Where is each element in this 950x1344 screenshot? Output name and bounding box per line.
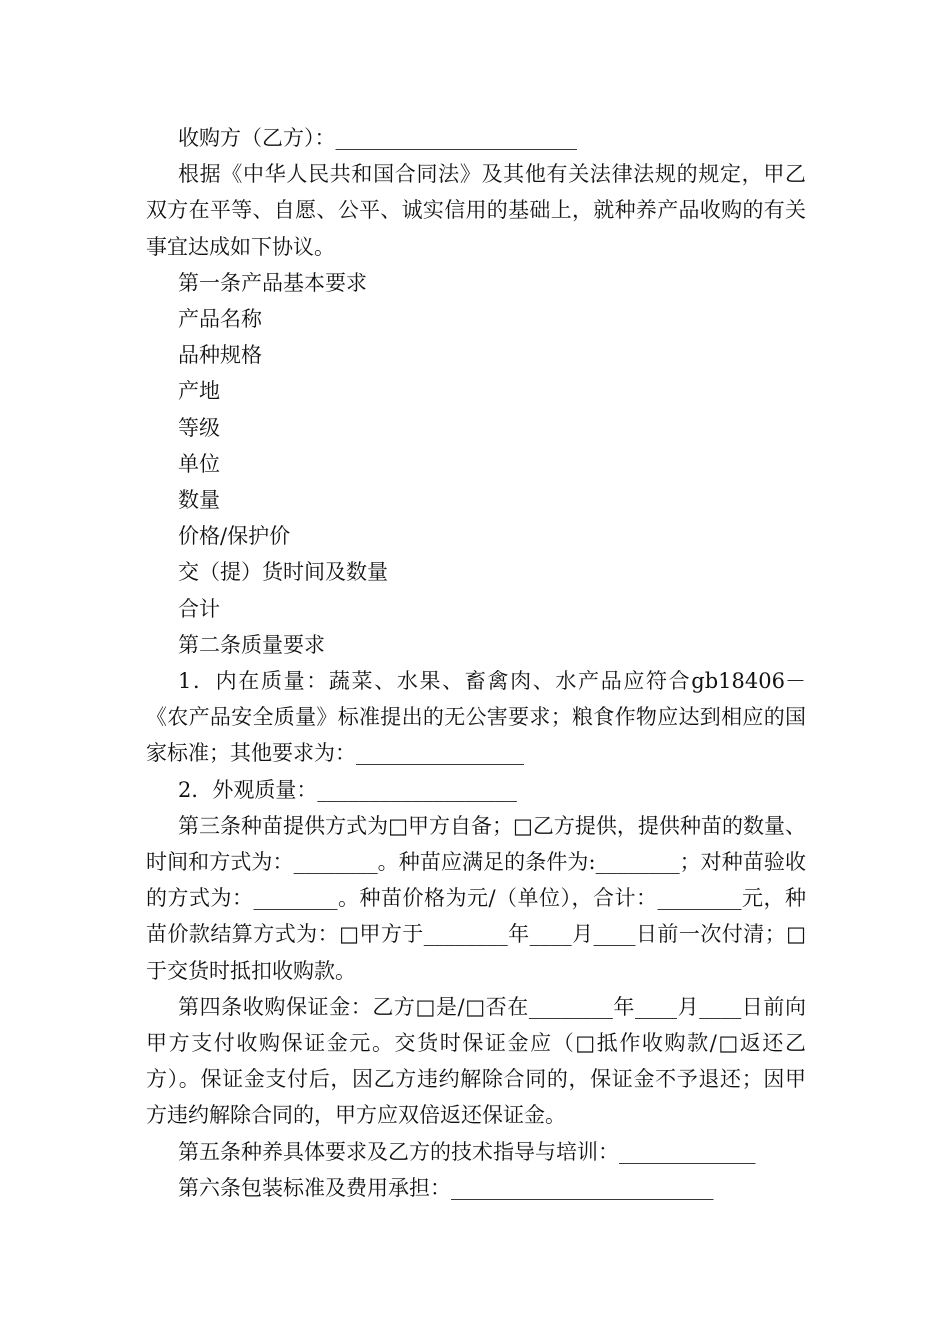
grade-line: 等级 <box>178 415 220 440</box>
contract-body <box>146 120 806 1206</box>
article-5-line: 第五条种养具体要求及乙方的技术指导与培训：_____________ <box>178 1139 756 1164</box>
article-3-paragraph: 第三条种苗提供方式为□甲方自备；□乙方提供，提供种苗的数量、时间和方式为：________。种苗应满足的条件为:________；对种苗验收的方式为：________。种苗价格为元/（单位），合计：________元，种苗价款结算方式为：□甲方于________年____月____日前一次付清；□于交货时抵扣收购款。 <box>146 813 806 983</box>
variety-spec-line: 品种规格 <box>178 343 262 368</box>
quantity-line: 数量 <box>178 488 220 513</box>
delivery-time-line: 交（提）货时间及数量 <box>178 560 388 585</box>
preamble-paragraph: 根据《中华人民共和国合同法》及其他有关法律法规的规定，甲乙双方在平等、自愿、公平、诚实信用的基础上，就种养产品收购的有关事宜达成如下协议。 <box>146 162 806 259</box>
article-6-line: 第六条包装标准及费用承担：_________________________ <box>178 1175 714 1200</box>
article-1-heading: 第一条产品基本要求 <box>178 270 367 295</box>
appearance-quality-line: 2．外观质量：___________________ <box>178 777 517 802</box>
internal-quality-paragraph: 1．内在质量：蔬菜、水果、畜禽肉、水产品应符合gb18406－《农产品安全质量》标准提出的无公害要求；粮食作物应达到相应的国家标准；其他要求为：________________ <box>146 669 806 766</box>
article-2-heading: 第二条质量要求 <box>178 632 325 657</box>
unit-line: 单位 <box>178 451 220 476</box>
total-line: 合计 <box>178 596 220 621</box>
product-name-line: 产品名称 <box>178 307 262 332</box>
buyer-party-line: 收购方（乙方）：_______________________ <box>178 126 577 150</box>
price-line: 价格/保护价 <box>178 524 291 549</box>
article-4-paragraph: 第四条收购保证金：乙方□是/□否在________年____月____日前向甲方支付收购保证金元。交货时保证金应（□抵作收购款/□返还乙方）。保证金支付后，因乙方违约解除合同的，保证金不予退还；因甲方违约解除合同的，甲方应双倍返还保证金。 <box>146 994 806 1128</box>
origin-line: 产地 <box>178 379 220 404</box>
